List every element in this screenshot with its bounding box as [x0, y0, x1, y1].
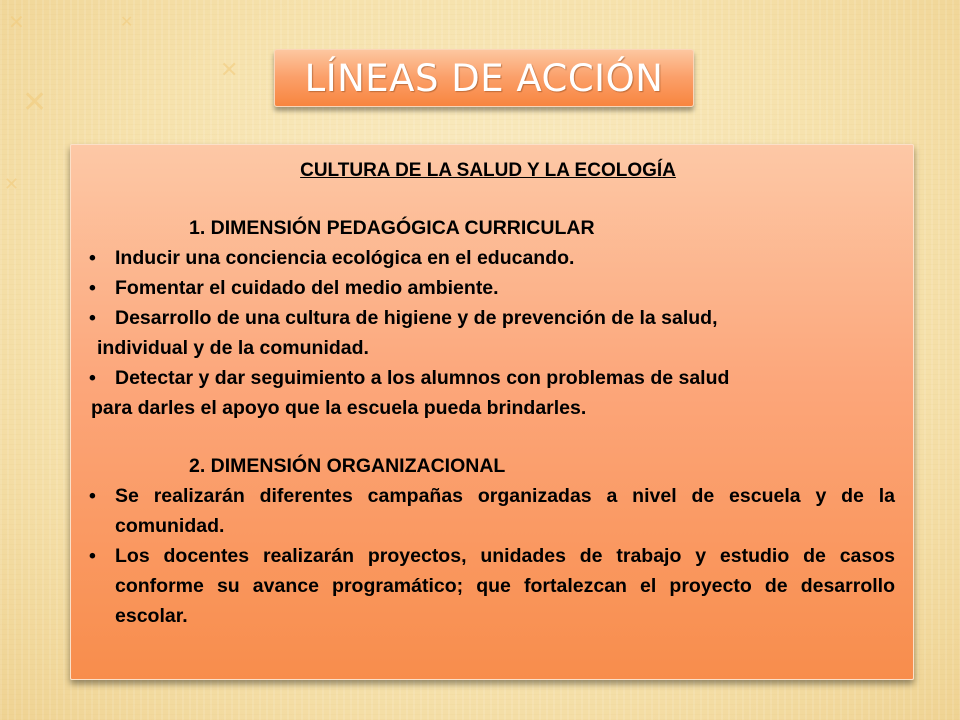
decoration-x-mark: ✕: [4, 174, 20, 195]
list-item-text: Se realizarán diferentes campañas organizadas a nivel de escuela y de la comunidad.: [115, 485, 895, 537]
bullet-icon: •: [89, 367, 96, 389]
list-item-text: Los docentes realizarán proyectos, unidades de trabajo y estudio de casos conforme su avance programático; que fortalezcan el proyecto de desarrollo escolar.: [115, 545, 895, 627]
title-banner: [274, 49, 694, 107]
dimension-1-list: [81, 243, 895, 423]
list-item: [81, 273, 895, 303]
page-title: LÍNEAS DE ACCIÓN: [304, 56, 664, 100]
decoration-x-mark: ✕: [8, 10, 25, 34]
bullet-icon: •: [89, 307, 96, 329]
dimension-1-heading: 1. DIMENSIÓN PEDAGÓGICA CURRICULAR: [189, 217, 595, 239]
decoration-x-mark: ✕: [22, 85, 48, 120]
list-item-text: Fomentar el cuidado del medio ambiente.: [115, 277, 499, 299]
list-item-text: Detectar y dar seguimiento a los alumnos con problemas de salud: [115, 367, 730, 389]
dimension-2-heading: 2. DIMENSIÓN ORGANIZACIONAL: [189, 455, 506, 477]
bullet-icon: •: [89, 485, 96, 507]
list-item-continuation: para darles el apoyo que la escuela pueda brindarles.: [91, 397, 587, 419]
bullet-icon: •: [89, 277, 96, 299]
decoration-x-mark: ✕: [120, 12, 134, 31]
section-title: CULTURA DE LA SALUD Y LA ECOLOGÍA: [300, 160, 676, 181]
list-item-text: Inducir una conciencia ecológica en el educando.: [115, 247, 575, 269]
dimension-2-list: [81, 481, 895, 631]
bullet-icon: •: [89, 545, 96, 567]
content-panel: [70, 144, 914, 680]
list-item: [81, 481, 895, 541]
list-item-continuation: individual y de la comunidad.: [97, 337, 369, 359]
decoration-x-mark: ✕: [220, 58, 239, 83]
list-item-text: Desarrollo de una cultura de higiene y de prevención de la salud,: [115, 307, 718, 329]
list-item: [81, 363, 895, 423]
list-item: [81, 243, 895, 273]
list-item: [81, 541, 895, 631]
list-item: [81, 303, 895, 363]
bullet-icon: •: [89, 247, 96, 269]
